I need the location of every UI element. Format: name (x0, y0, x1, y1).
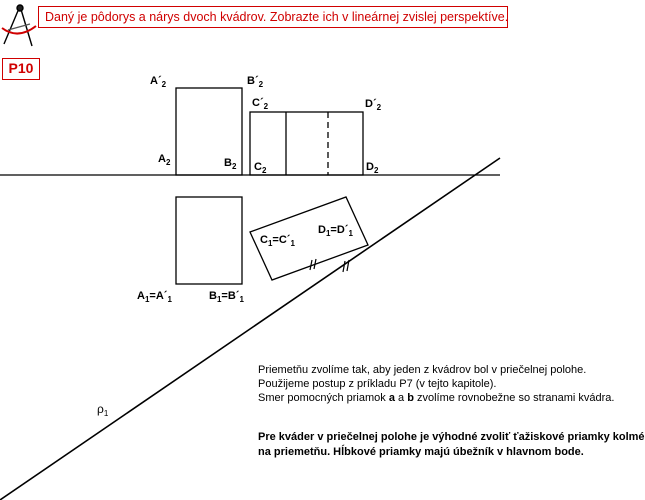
note-line-1: Priemetňu zvolíme tak, aby jeden z kvádrov bol v priečelnej polohe. (258, 364, 587, 376)
compass-drawing-icon (2, 5, 36, 46)
note-bold-1: Pre kváder v priečelnej polohe je výhodné zvoliť ťažiskové priamky kolmé (258, 431, 645, 443)
label-C1: $C_1=C´_1$ (260, 234, 295, 248)
label-B2p: $B´_2$ (247, 75, 264, 89)
label-rho1: $\rho_1$ (97, 402, 109, 418)
front-box-2 (250, 112, 363, 175)
label-A2: $A_2$ (158, 153, 171, 167)
label-C2p: $C´_2$ (252, 97, 269, 111)
label-D2: $D_2$ (366, 161, 379, 175)
label-C2: $C_2$ (254, 161, 267, 175)
label-B1: $B_1=B´_1$ (209, 290, 244, 304)
note-bold-2: na priemetňu. Hĺbkové priamky majú úbežník v hlavnom bode. (258, 446, 584, 458)
label-D1: $D_1=D´_1$ (318, 224, 353, 238)
problem-label-box (2, 58, 40, 80)
label-A1: $A_1=A´_1$ (137, 290, 172, 304)
label-D2p: $D´_2$ (365, 98, 382, 112)
note-line-2: Použijeme postup z príkladu P7 (v tejto kapitole). (258, 378, 497, 390)
label-A2p: $A´_2$ (150, 75, 167, 89)
problem-label: P10 (8, 60, 34, 76)
title-box (38, 6, 508, 28)
note-line-3: Smer pomocných priamok a a b zvolíme rovnobežne so stranami kvádra. (258, 392, 615, 404)
page-title: Daný je pôdorys a nárys dvoch kvádrov. Zobrazte ich v lineárnej zvislej perspektíve. (45, 10, 509, 24)
top-box-1 (176, 197, 242, 284)
label-B2: $B_2$ (224, 157, 237, 171)
